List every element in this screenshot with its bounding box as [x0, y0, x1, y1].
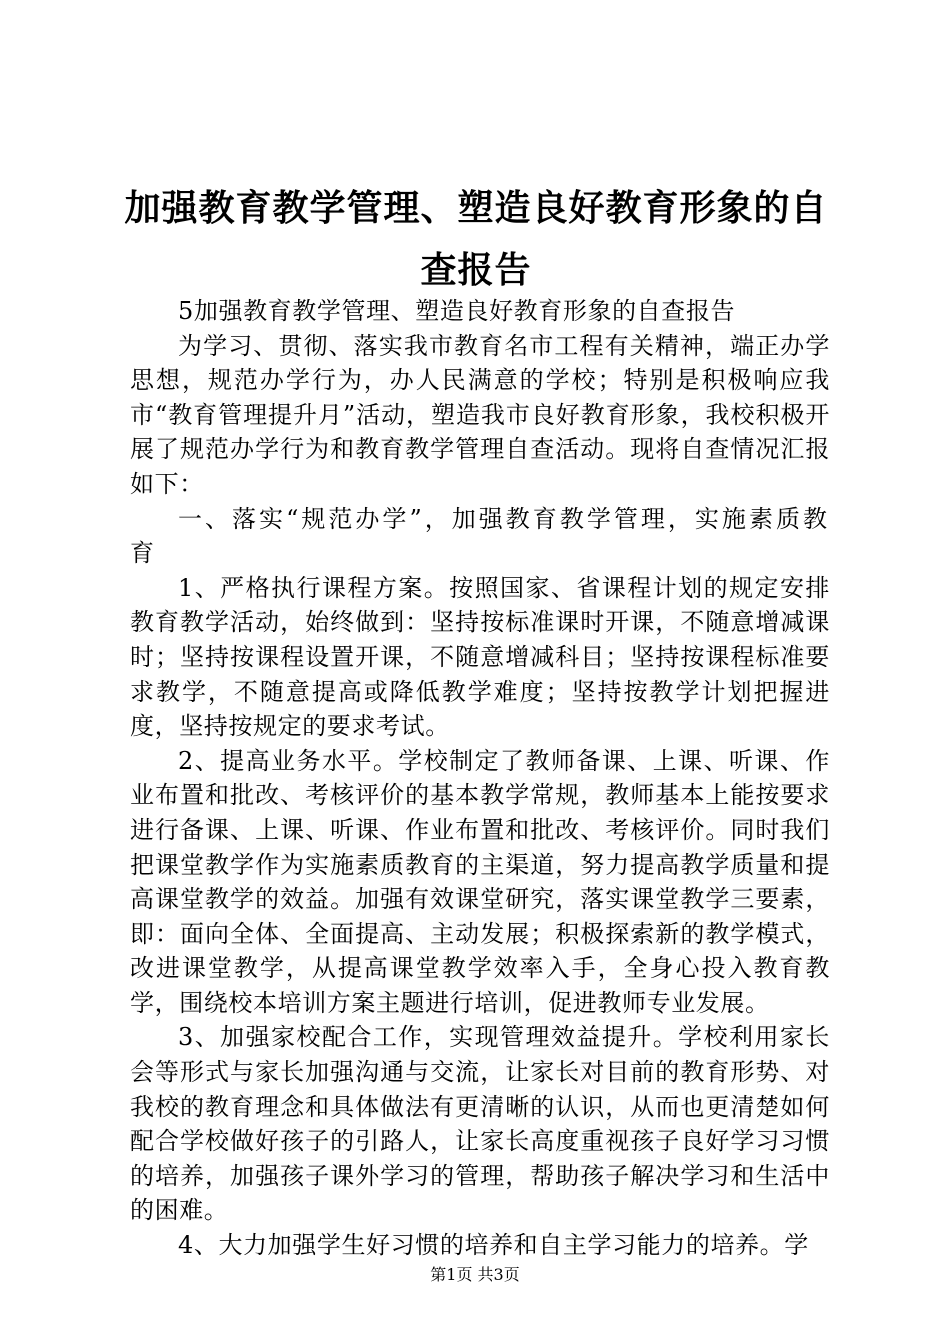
document-title: 加强教育教学管理、塑造良好教育形象的自查报告	[124, 188, 828, 291]
body-paragraph: 1、严格执行课程方案。按照国家、省课程计划的规定安排教育教学活动，始终做到：坚持按标准课时开课，不随意增减课时；坚持按课程设置开课，不随意增减科目；坚持按课程标准要求教学，不随意提高或降低教学难度；坚持按教学计划把握进度，坚持按规定的要求考试。	[130, 573, 830, 741]
body-paragraph: 4、大力加强学生好习惯的培养和自主学习能力的培养。学	[178, 1231, 809, 1260]
intro-paragraph: 为学习、贯彻、落实我市教育名市工程有关精神，端正办学思想，规范办学行为，办人民满意的学校；特别是积极响应我市“教育管理提升月”活动，塑造我市良好教育形象，我校积极开展了规范办学行为和教育教学管理自查活动。现将自查情况汇报如下：	[130, 331, 830, 498]
page-footer: 第1页 共3页	[430, 1265, 520, 1284]
subtitle-paragraph: 5加强教育教学管理、塑造良好教育形象的自查报告	[178, 297, 736, 325]
section-heading: 一、落实“规范办学”，加强教育教学管理，实施素质教育	[130, 504, 830, 568]
body-paragraph: 3、加强家校配合工作，实现管理效益提升。学校利用家长会等形式与家长加强沟通与交流，让家长对目前的教育形势、对我校的教育理念和具体做法有更清晰的认识，从而也更清楚如何配合学校做好孩子的引路人，让家长高度重视孩子良好学习习惯的培养，加强孩子课外学习的管理，帮助孩子解决学习和生活中的困难。	[130, 1023, 830, 1225]
document-body	[130, 294, 830, 1263]
body-paragraph: 2、提高业务水平。学校制定了教师备课、上课、听课、作业布置和批改、考核评价的基本教学常规，教师基本上能按要求进行备课、上课、听课、作业布置和批改、考核评价。同时我们把课堂教学作为实施素质教育的主渠道，努力提高教学质量和提高课堂教学的效益。加强有效课堂研究，落实课堂教学三要素，即：面向全体、全面提高、主动发展；积极探索新的教学模式，改进课堂教学，从提高课堂教学效率入手，全身心投入教育教学，围绕校本培训方案主题进行培训，促进教师专业发展。	[130, 746, 830, 1017]
